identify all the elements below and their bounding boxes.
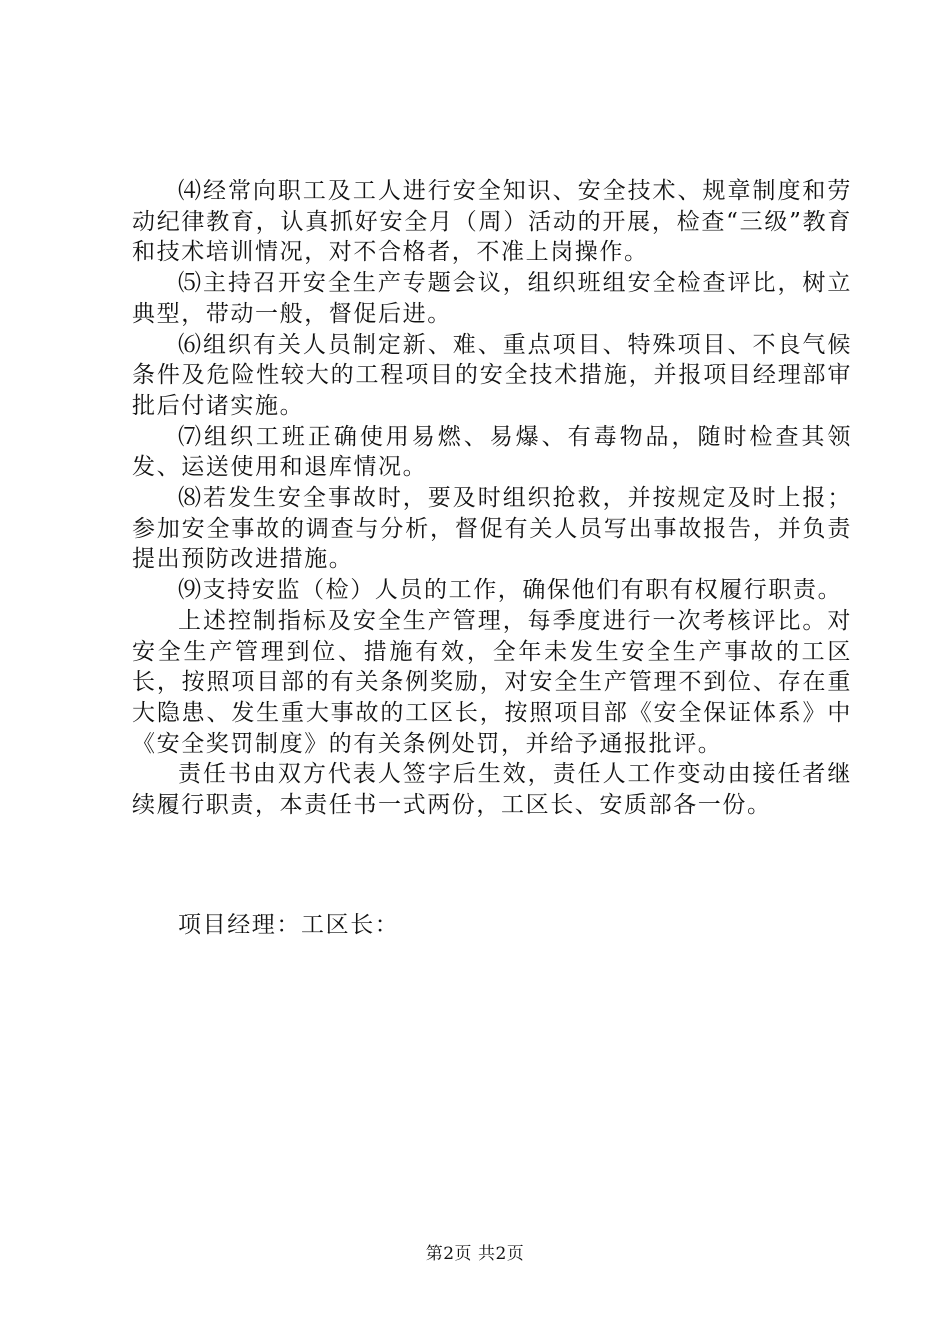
signature-line: 项目经理：工区长： [178, 912, 400, 938]
page-footer: 第2页 共2页 [425, 1244, 525, 1264]
duty-item-8: ⑻若发生安全事故时，要及时组织抢救，并按规定及时上报；参加安全事故的调查与分析，督促有关人员写出事故报告，并负责提出预防改进措施。 [132, 485, 852, 573]
duty-item-5: ⑸主持召开安全生产专题会议，组织班组安全检查评比，树立典型，带动一般，督促后进。 [132, 270, 852, 327]
duty-item-6: ⑹组织有关人员制定新、难、重点项目、特殊项目、不良气候条件及危险性较大的工程项目的安全技术措施，并报项目经理部审批后付诸实施。 [132, 331, 852, 419]
validity-paragraph: 责任书由双方代表人签字后生效，责任人工作变动由接任者继续履行职责，本责任书一式两份，工区长、安质部各一份。 [132, 761, 852, 819]
duty-item-4: ⑷经常向职工及工人进行安全知识、安全技术、规章制度和劳动纪律教育，认真抓好安全月（周）活动的开展，检查“三级”教育和技术培训情况，对不合格者，不准上岗操作。 [132, 178, 852, 266]
duty-item-7: ⑺组织工班正确使用易燃、易爆、有毒物品，随时检查其领发、运送使用和退库情况。 [132, 423, 852, 481]
document-body [132, 176, 852, 821]
duty-item-9: ⑼支持安监（检）人员的工作，确保他们有职有权履行职责。 [178, 577, 843, 604]
assessment-paragraph: 上述控制指标及安全生产管理，每季度进行一次考核评比。对安全生产管理到位、措施有效，全年未发生安全生产事故的工区长，按照项目部的有关条例奖励，对安全生产管理不到位、存在重大隐患、发生重大事故的工区长，按照项目部《安全保证体系》中《安全奖罚制度》的有关条例处罚，并给予通报批评。 [132, 607, 852, 757]
